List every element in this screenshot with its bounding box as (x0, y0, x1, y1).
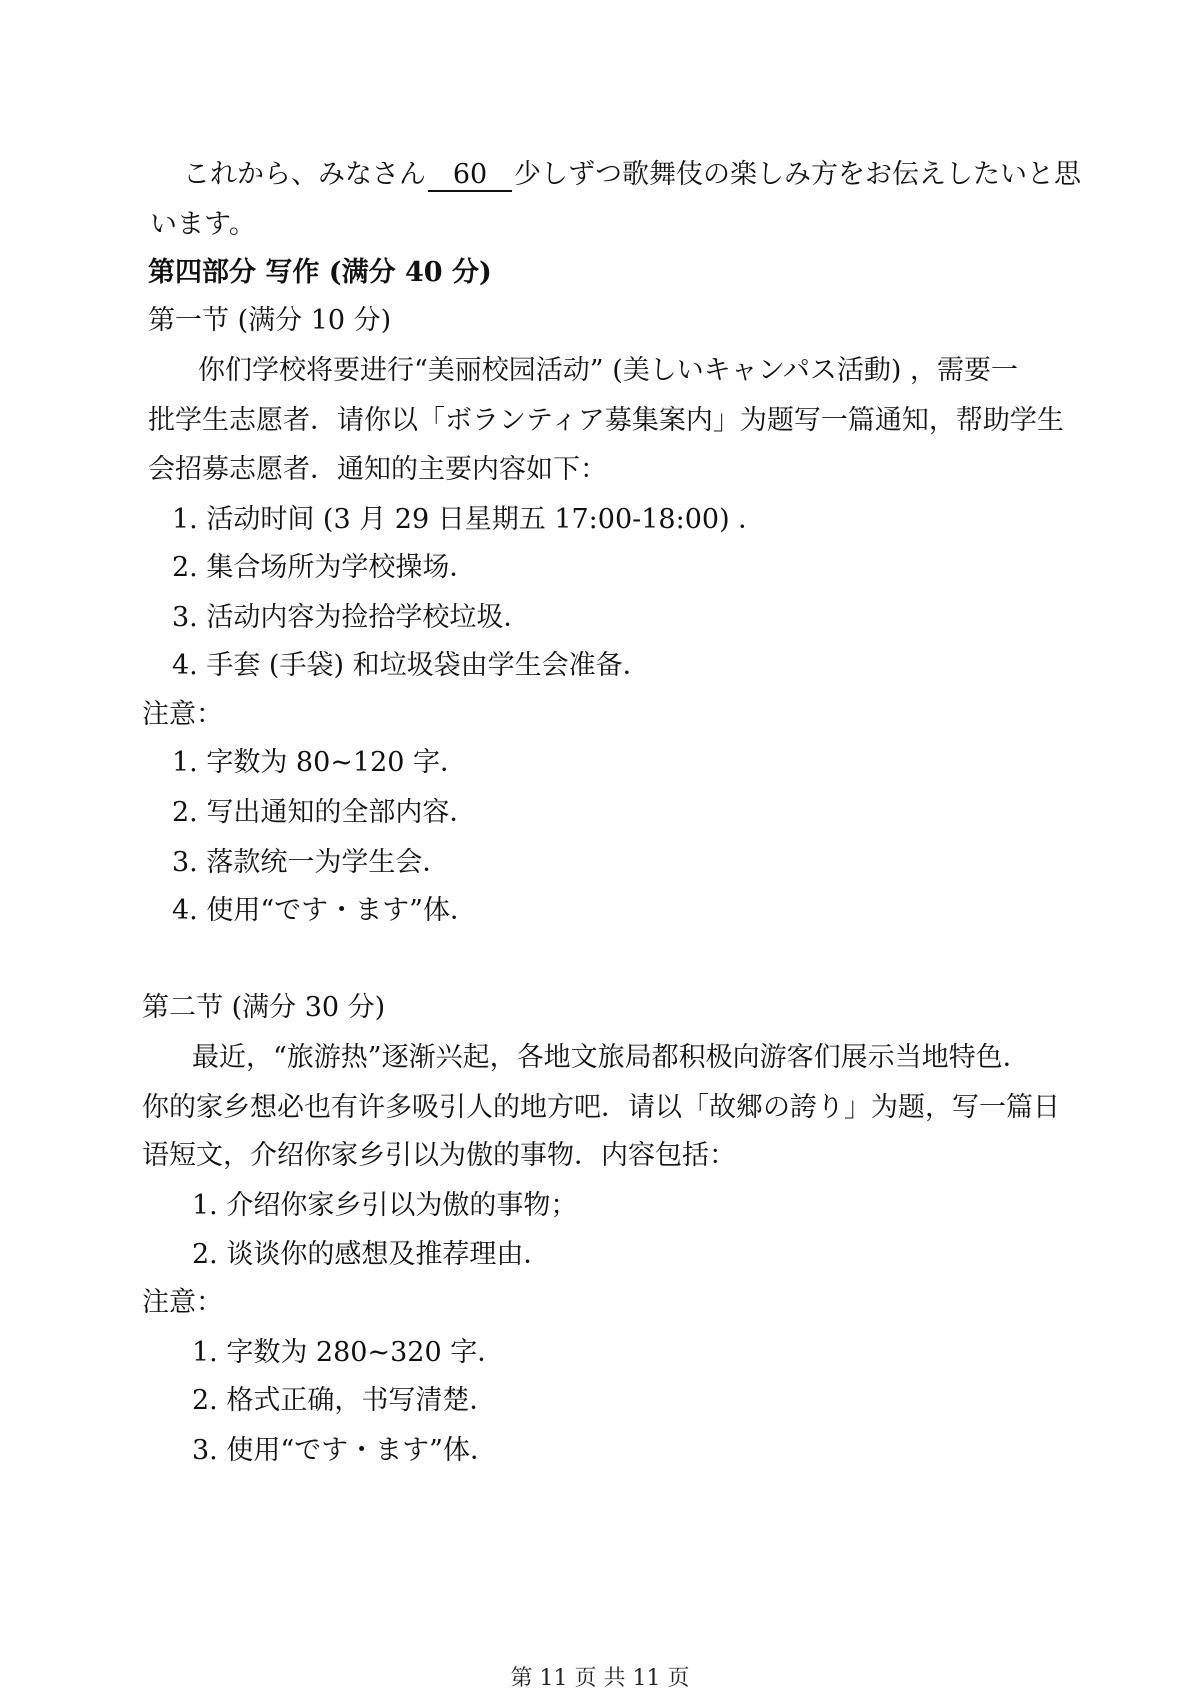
section1-note-4: 4. 使用“です・ます”体． (172, 895, 477, 926)
section1-prompt-line-2: 批学生志愿者．请你以「ボランティア募集案内」为题写一篇通知，帮助学生 (148, 405, 1064, 436)
page-number-footer: 第 11 页 共 11 页 (510, 1666, 690, 1691)
intro-text-after: 少しずつ歌舞伎の楽しみ方をお伝えしたいと思 (514, 159, 1081, 190)
section2-item-2: 2. 谈谈你的感想及推荐理由． (192, 1239, 551, 1270)
intro-line-1 (183, 157, 1081, 193)
section1-prompt-line-1: 你们学校将要进行“美丽校园活动” (美しいキャンパス活動) ，需要一 (198, 355, 1018, 386)
section1-notes-label: 注意： (142, 699, 223, 730)
section1-item-4: 4. 手套 (手袋) 和垃圾袋由学生会准备． (172, 650, 650, 681)
intro-line-2: います。 (150, 209, 256, 240)
intro-text-before: これから、みなさん (183, 159, 426, 190)
section1-item-1: 1. 活动时间 (3 月 29 日星期五 17:00-18:00) ． (172, 504, 766, 535)
section2-prompt-line-3: 语短文，介绍你家乡引以为傲的事物．内容包括： (142, 1140, 736, 1171)
section2-prompt-line-2: 你的家乡想必也有许多吸引人的地方吧．请以「故郷の誇り」为题，写一篇日 (142, 1092, 1060, 1123)
section2-note-2: 2. 格式正确，书写清楚． (192, 1385, 497, 1416)
answer-blank-60: 60 (428, 160, 512, 192)
section1-item-2: 2. 集合场所为学校操场． (172, 552, 477, 583)
section2-notes-label: 注意： (142, 1287, 223, 1318)
section2-item-1: 1. 介绍你家乡引以为傲的事物； (192, 1190, 578, 1221)
section1-title: 第一节 (满分 10 分) (148, 305, 392, 336)
section1-prompt-line-3: 会招募志愿者．通知的主要内容如下： (148, 454, 607, 485)
section1-item-3: 3. 活动内容为捡拾学校垃圾． (172, 602, 531, 633)
section1-note-1: 1. 字数为 80~120 字． (172, 747, 468, 778)
section2-note-3: 3. 使用“です・ます”体． (192, 1435, 497, 1466)
section2-title: 第二节 (满分 30 分) (142, 992, 386, 1023)
section1-note-3: 3. 落款统一为学生会． (172, 847, 450, 878)
section1-note-2: 2. 写出通知的全部内容． (172, 797, 477, 828)
part4-heading: 第四部分 写作 (满分 40 分) (148, 257, 492, 288)
section2-note-1: 1. 字数为 280~320 字． (192, 1337, 505, 1368)
section2-prompt-line-1: 最近，“旅游热”逐渐兴起，各地文旅局都积极向游客们展示当地特色． (192, 1042, 1030, 1073)
